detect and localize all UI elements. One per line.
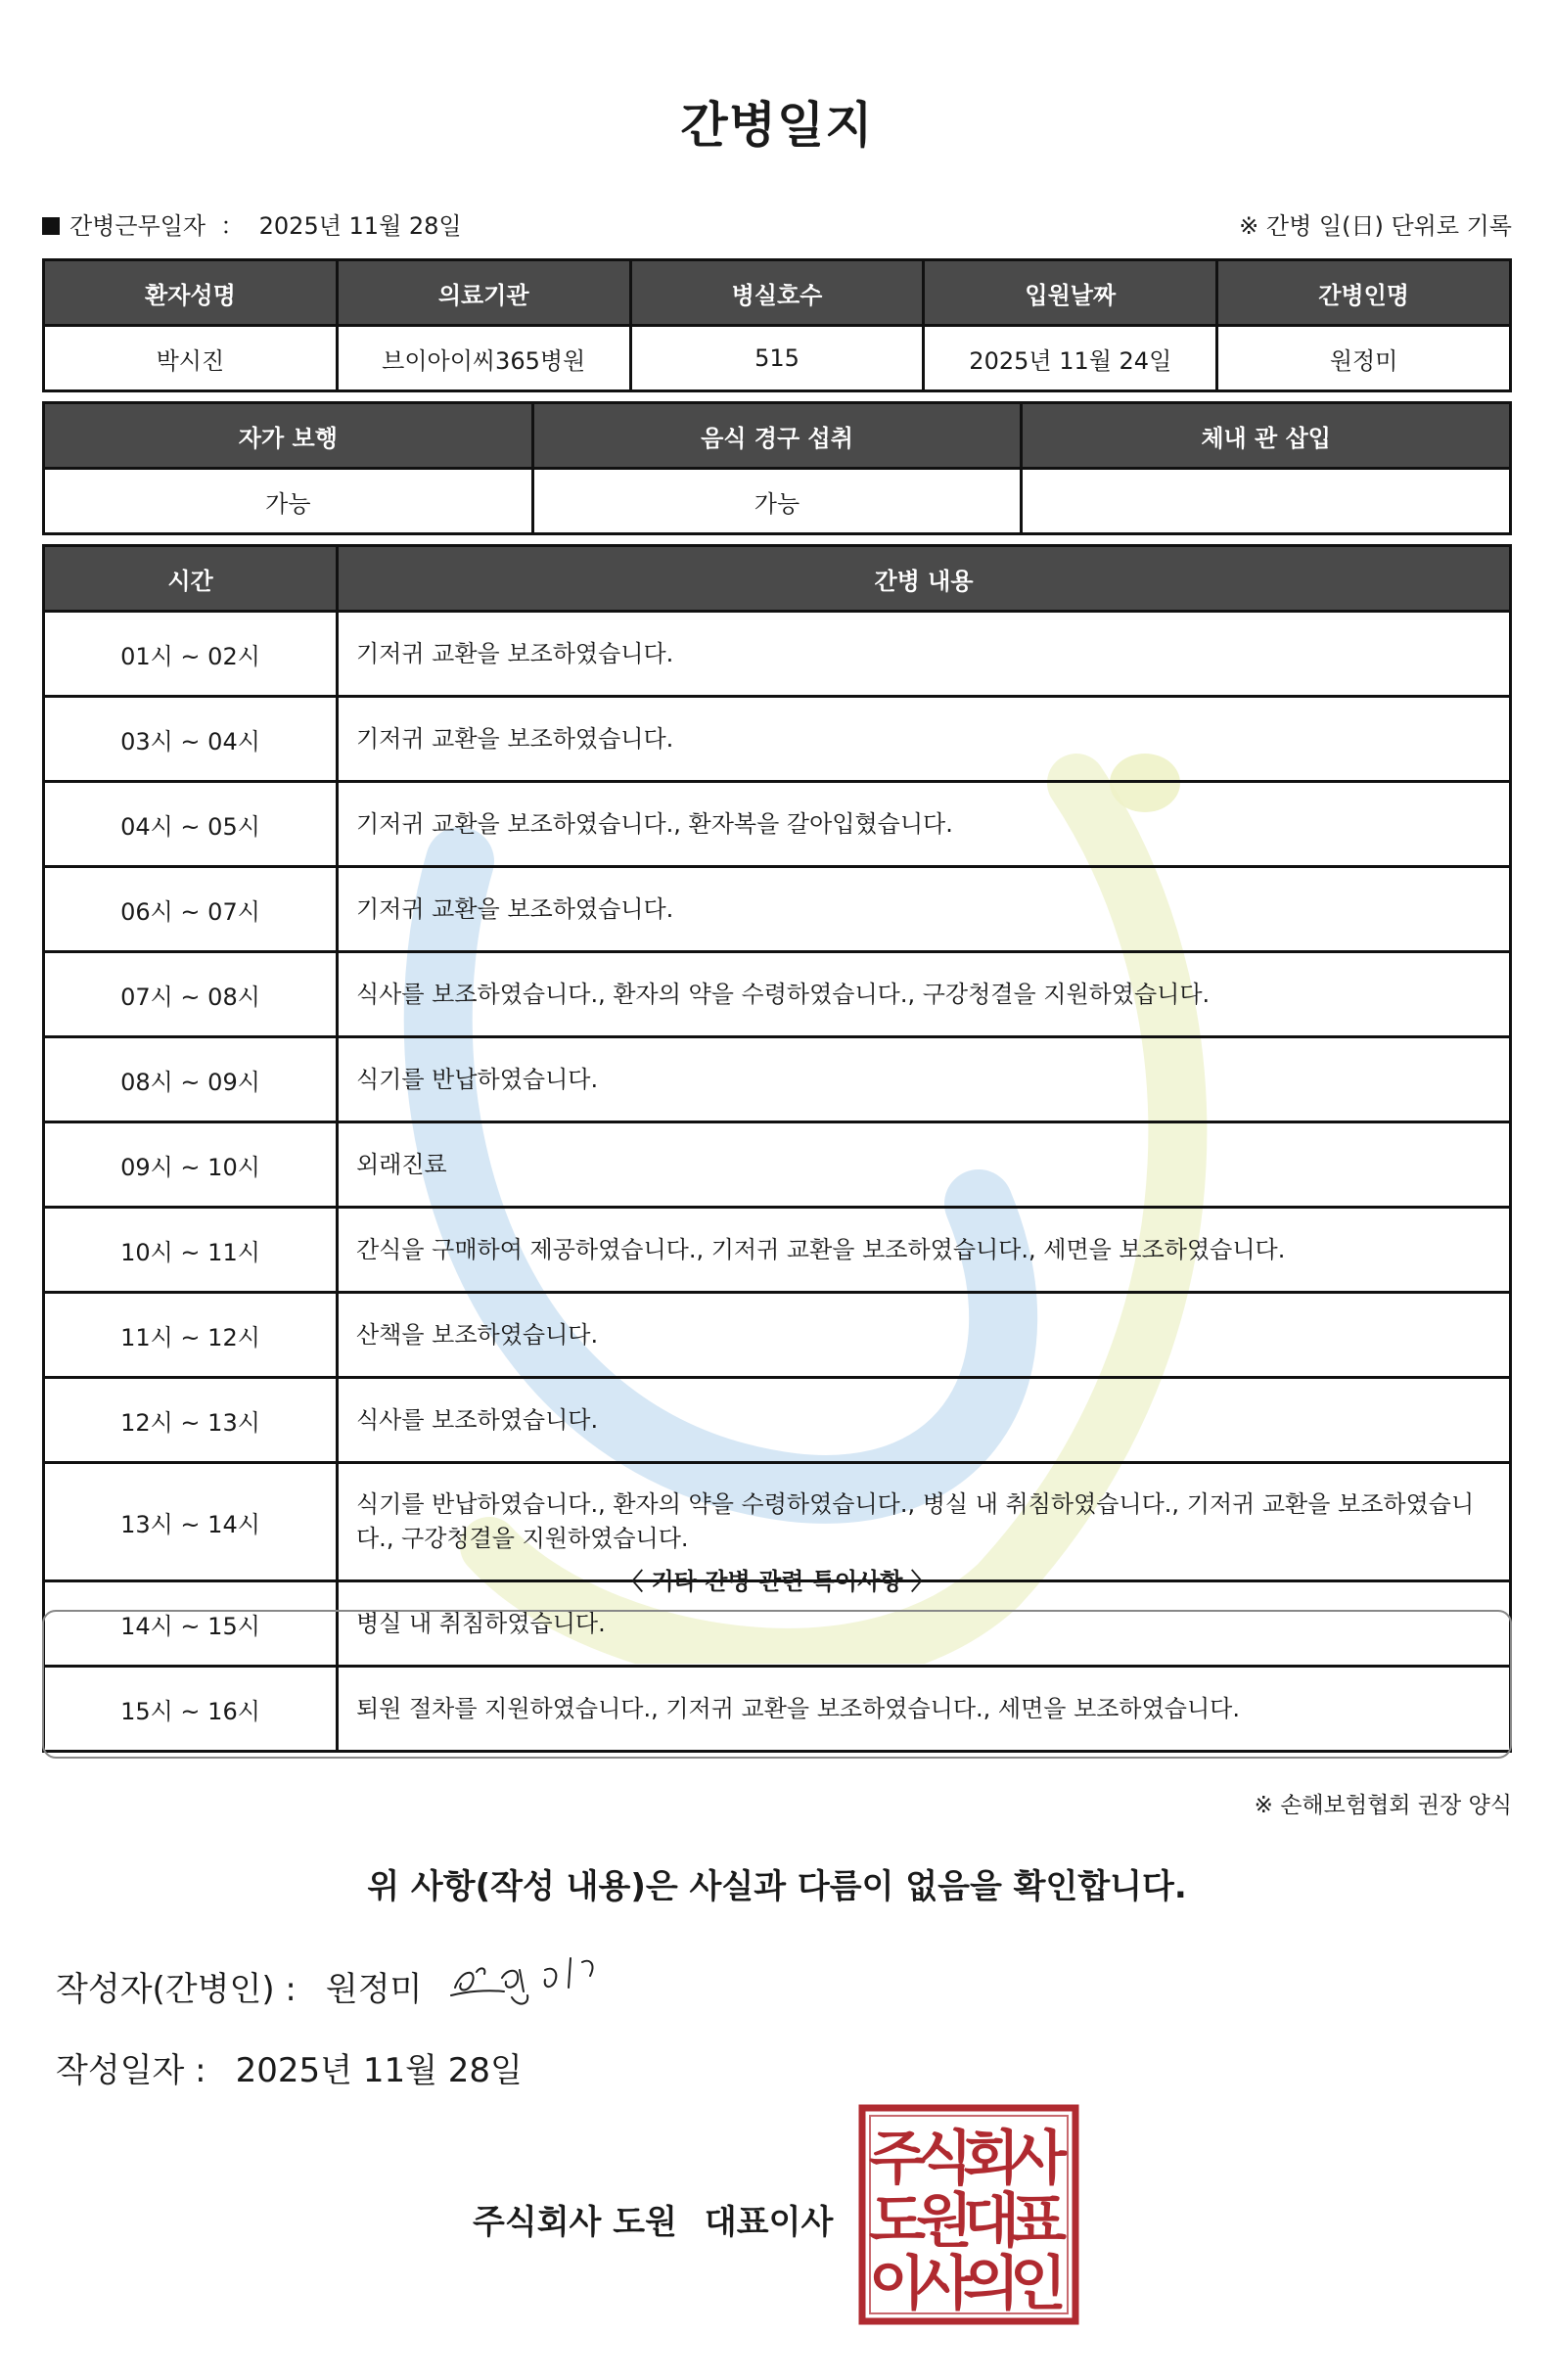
meta-row bbox=[42, 206, 1512, 242]
log-time: 08시 ~ 09시 bbox=[44, 1037, 338, 1122]
header-admission-date: 입원날짜 bbox=[924, 260, 1217, 326]
duty-date-line bbox=[42, 206, 462, 241]
table-row bbox=[44, 867, 1511, 952]
log-time: 10시 ~ 11시 bbox=[44, 1208, 338, 1293]
log-time: 04시 ~ 05시 bbox=[44, 782, 338, 867]
log-content: 기저귀 교환을 보조하였습니다., 환자복을 갈아입혔습니다. bbox=[338, 782, 1511, 867]
room-number: 515 bbox=[630, 326, 924, 391]
company-representative: 대표이사 bbox=[704, 2203, 834, 2242]
company-name: 주식회사 도원 bbox=[473, 2203, 677, 2242]
record-unit-note: ※ 간병 일(日) 단위로 기록 bbox=[1239, 212, 1512, 240]
log-content: 기저귀 교환을 보조하였습니다. bbox=[338, 867, 1511, 952]
written-date-label: 작성일자 : bbox=[56, 2051, 206, 2090]
company-seal-icon bbox=[858, 2104, 1079, 2325]
admission-date: 2025년 11월 24일 bbox=[924, 326, 1217, 391]
caregiver-name: 원정미 bbox=[1217, 326, 1511, 391]
log-content: 식사를 보조하였습니다., 환자의 약을 수령하였습니다., 구강청결을 지원하였습니다. bbox=[338, 952, 1511, 1037]
confirmation-statement: 위 사항(작성 내용)은 사실과 다름이 없음을 확인합니다. bbox=[367, 1867, 1187, 1906]
table-row bbox=[44, 1208, 1511, 1293]
svg-text:원: 원 bbox=[916, 2187, 973, 2256]
svg-text:인: 인 bbox=[1010, 2250, 1067, 2318]
log-content: 식기를 반납하였습니다. bbox=[338, 1037, 1511, 1122]
hospital-name: 브이아이씨365병원 bbox=[337, 326, 630, 391]
log-time: 07시 ~ 08시 bbox=[44, 952, 338, 1037]
log-time: 15시 ~ 16시 bbox=[44, 1667, 338, 1752]
patient-name: 박시진 bbox=[44, 326, 338, 391]
header-care-content: 간병 내용 bbox=[338, 546, 1511, 612]
duty-date: 2025년 11월 28일 bbox=[258, 212, 462, 240]
patient-status-header-row bbox=[44, 403, 1511, 469]
notes-title: 〈 기타 간병 관련 특이사항 〉 bbox=[619, 1568, 935, 1595]
log-content: 기저귀 교환을 보조하였습니다. bbox=[338, 612, 1511, 697]
table-row bbox=[44, 952, 1511, 1037]
log-content: 기저귀 교환을 보조하였습니다. bbox=[338, 697, 1511, 782]
svg-text:사: 사 bbox=[916, 2250, 973, 2318]
table-row bbox=[44, 697, 1511, 782]
log-time: 01시 ~ 02시 bbox=[44, 612, 338, 697]
table-row bbox=[44, 782, 1511, 867]
header-self-walking: 자가 보행 bbox=[44, 403, 533, 469]
log-content: 퇴원 절차를 지원하였습니다., 기저귀 교환을 보조하였습니다., 세면을 보조하였습니다. bbox=[338, 1667, 1511, 1752]
handwritten-signature-icon bbox=[447, 1948, 604, 2013]
page-title: 간병일지 bbox=[680, 97, 874, 154]
log-content: 산책을 보조하였습니다. bbox=[338, 1293, 1511, 1378]
patient-info-table bbox=[42, 258, 1512, 392]
signer-label: 작성자(간병인) : bbox=[56, 1970, 297, 2009]
header-patient-name: 환자성명 bbox=[44, 260, 338, 326]
log-time: 03시 ~ 04시 bbox=[44, 697, 338, 782]
log-content: 외래진료 bbox=[338, 1122, 1511, 1208]
header-oral-intake: 음식 경구 섭취 bbox=[532, 403, 1022, 469]
company-signature bbox=[473, 2195, 833, 2243]
log-time: 11시 ~ 12시 bbox=[44, 1293, 338, 1378]
oral-intake-value: 가능 bbox=[532, 469, 1022, 534]
signer-name: 원정미 bbox=[325, 1970, 423, 2009]
svg-text:표: 표 bbox=[1010, 2187, 1067, 2256]
log-content: 식기를 반납하였습니다., 환자의 약을 수령하였습니다., 병실 내 취침하였습니다., 기저귀 교환을 보조하였습니다., 구강청결을 지원하였습니다. bbox=[338, 1463, 1511, 1581]
svg-text:회: 회 bbox=[963, 2125, 1020, 2193]
table-row bbox=[44, 1293, 1511, 1378]
table-row bbox=[44, 1378, 1511, 1463]
svg-text:사: 사 bbox=[1010, 2125, 1067, 2193]
self-walking-value: 가능 bbox=[44, 469, 533, 534]
square-bullet-icon bbox=[42, 217, 60, 235]
header-hospital: 의료기관 bbox=[337, 260, 630, 326]
header-tube-insertion: 체내 관 삽입 bbox=[1022, 403, 1511, 469]
patient-info-header-row bbox=[44, 260, 1511, 326]
svg-text:도: 도 bbox=[869, 2187, 926, 2256]
recommended-form-note: ※ 손해보험협회 권장 양식 bbox=[1254, 1793, 1512, 1818]
table-row bbox=[44, 1037, 1511, 1122]
log-time: 12시 ~ 13시 bbox=[44, 1378, 338, 1463]
svg-text:식: 식 bbox=[916, 2125, 973, 2193]
duty-separator: ： bbox=[220, 212, 245, 240]
patient-info-value-row bbox=[44, 326, 1511, 391]
log-time: 06시 ~ 07시 bbox=[44, 867, 338, 952]
header-room-number: 병실호수 bbox=[630, 260, 924, 326]
log-time: 14시 ~ 15시 bbox=[44, 1581, 338, 1667]
svg-text:대: 대 bbox=[963, 2187, 1020, 2256]
log-content: 병실 내 취침하였습니다. bbox=[338, 1581, 1511, 1667]
log-content: 간식을 구매하여 제공하였습니다., 기저귀 교환을 보조하였습니다., 세면을 보조하였습니다. bbox=[338, 1208, 1511, 1293]
care-log-header-row bbox=[44, 546, 1511, 612]
svg-text:이: 이 bbox=[869, 2250, 926, 2318]
table-row bbox=[44, 1122, 1511, 1208]
tube-insertion-value bbox=[1022, 469, 1511, 534]
header-caregiver-name: 간병인명 bbox=[1217, 260, 1511, 326]
svg-text:주: 주 bbox=[869, 2125, 926, 2193]
patient-status-value-row bbox=[44, 469, 1511, 534]
log-content: 식사를 보조하였습니다. bbox=[338, 1378, 1511, 1463]
duty-label: 간병근무일자 bbox=[69, 212, 206, 240]
written-date: 2025년 11월 28일 bbox=[235, 2051, 523, 2090]
svg-text:의: 의 bbox=[963, 2250, 1020, 2318]
patient-status-table bbox=[42, 401, 1512, 535]
header-time: 시간 bbox=[44, 546, 338, 612]
signer-row bbox=[56, 1962, 422, 2011]
table-row bbox=[44, 612, 1511, 697]
log-time: 13시 ~ 14시 bbox=[44, 1463, 338, 1581]
log-time: 09시 ~ 10시 bbox=[44, 1122, 338, 1208]
written-date-row bbox=[56, 2043, 523, 2091]
notes-box bbox=[42, 1610, 1512, 1759]
